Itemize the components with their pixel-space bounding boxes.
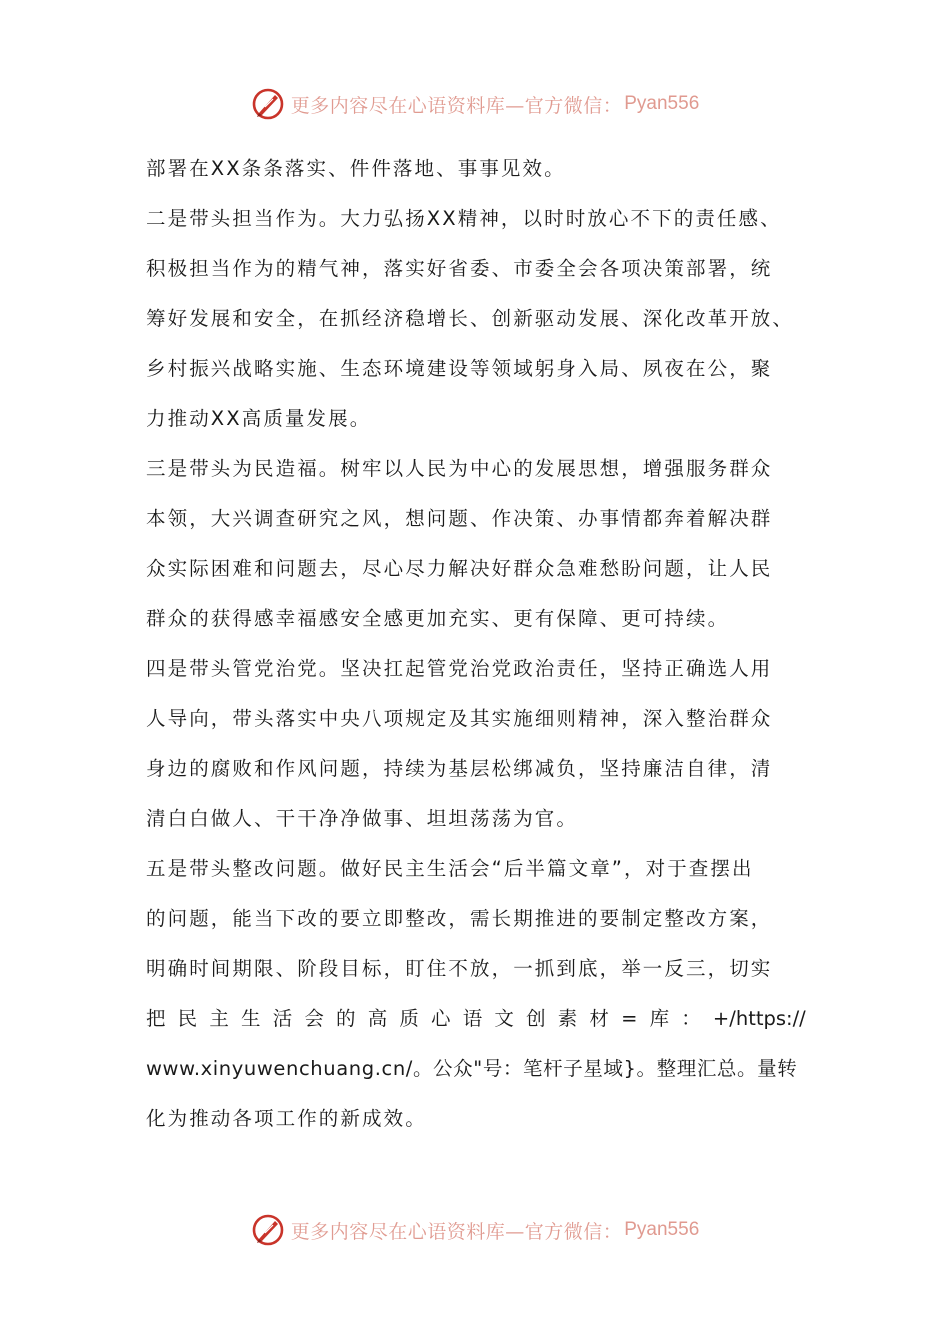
spread-text-line: 把 民 主 生 活 会 的 高 质 心 语 文 创 素 材 = 库 ： +/https:// [146,1007,806,1030]
text-line: 四是带头管党治党。坚决扛起管党治党政治责任，坚持正确选人用 [146,657,773,680]
quill-logo-icon [251,1213,285,1247]
text-line: 五是带头整改问题。做好民主生活会“后半篇文章”，对于查摆出 [146,857,754,880]
text-line: 乡村振兴战略实施、生态环境建设等领域躬身入局、夙夜在公，聚 [146,357,773,380]
text-line: 筹好发展和安全，在抓经济稳增长、创新驱动发展、深化改革开放、 [146,307,795,330]
text-line: 化为推动各项工作的新成效。 [146,1107,427,1130]
header-watermark-text: 更多内容尽在心语资料库—官方微信： [290,94,623,117]
text-line: 二是带头担当作为。大力弘扬XX精神，以时时放心不下的责任感、 [146,207,782,230]
header-wechat-id: Pyan556 [624,93,700,114]
text-line: 本领，大兴调查研究之风，想问题、作决策、办事情都奔着解决群 [146,507,773,530]
text-line: 身边的腐败和作风问题，持续为基层松绑减负，坚持廉洁自律，清 [146,757,773,780]
text-line: 明确时间期限、阶段目标，盯住不放，一抓到底，举一反三，切实 [146,957,773,980]
text-line: 的问题，能当下改的要立即整改，需长期推进的要制定整改方案， [146,907,773,930]
url-text-line: www.xinyuwenchuang.cn/。公众"号：笔杆子星域}。整理汇总。量转 [146,1057,798,1080]
text-line: 三是带头为民造福。树牢以人民为中心的发展思想，增强服务群众 [146,457,773,480]
text-line: 力推动XX高质量发展。 [146,407,372,430]
footer-wechat-id: Pyan556 [624,1219,700,1240]
text-line: 众实际困难和问题去，尽心尽力解决好群众急难愁盼问题，让人民 [146,557,773,580]
text-line: 清白白做人、干干净净做事、坦坦荡荡为官。 [146,807,579,830]
text-line: 积极担当作为的精气神，落实好省委、市委全会各项决策部署，统 [146,257,773,280]
quill-logo-icon [251,87,285,121]
footer-watermark-text: 更多内容尽在心语资料库—官方微信： [290,1220,623,1243]
footer-watermark [0,1210,950,1250]
header-watermark [0,84,950,124]
text-line: 部署在XX条条落实、件件落地、事事见效。 [146,157,566,180]
text-line: 人导向，带头落实中央八项规定及其实施细则精神，深入整治群众 [146,707,773,730]
document-body [146,152,806,1152]
text-line: 群众的获得感幸福感安全感更加充实、更有保障、更可持续。 [146,607,730,630]
